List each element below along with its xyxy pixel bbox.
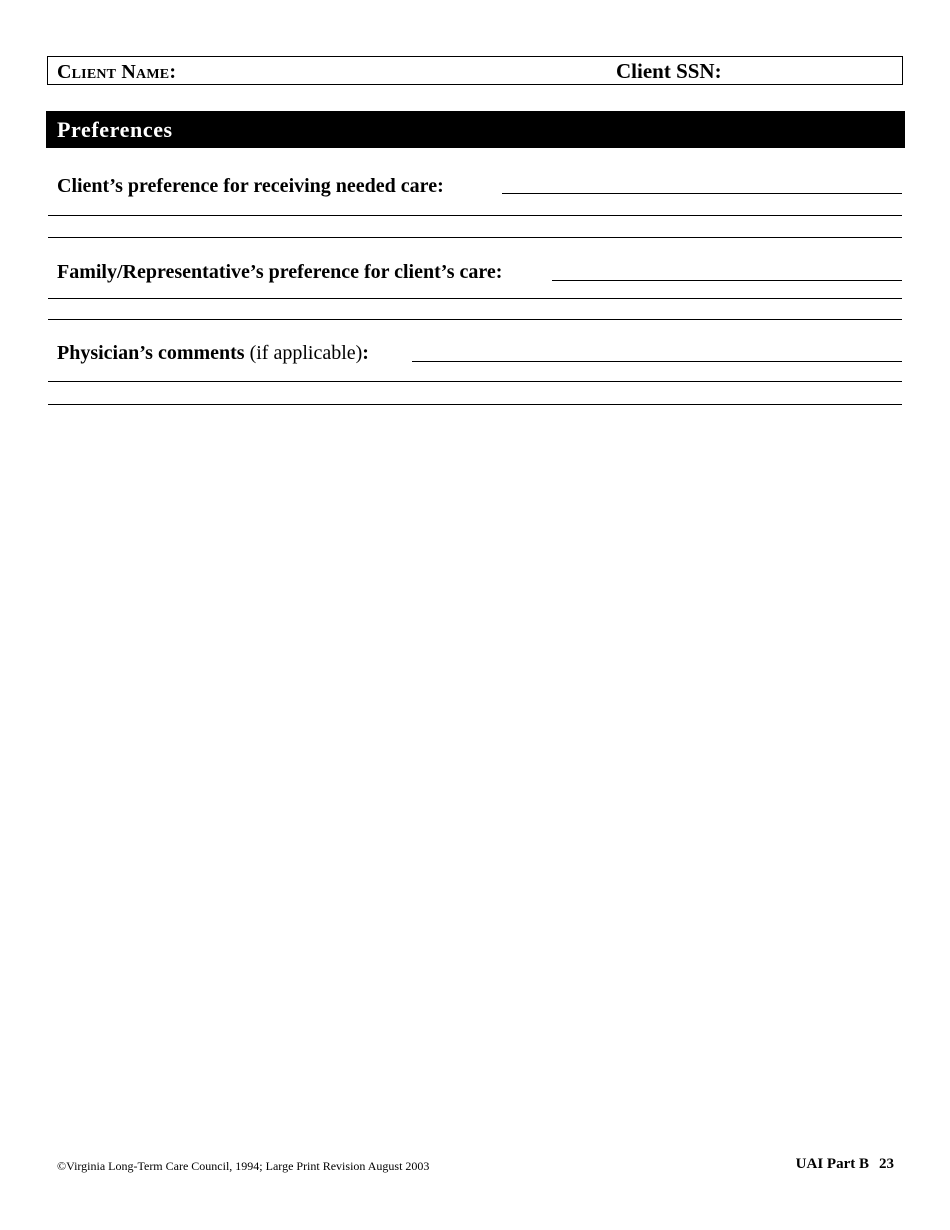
family-preference-label: Family/Representative’s preference for client’s care:: [57, 261, 503, 283]
family-preference-line-2[interactable]: [48, 298, 902, 299]
physician-comments-line-1[interactable]: [412, 361, 902, 362]
footer-copyright: ©Virginia Long-Term Care Council, 1994; Large Print Revision August 2003: [57, 1159, 430, 1173]
client-ssn-label: Client SSN:: [616, 59, 722, 83]
client-preference-line-2[interactable]: [48, 215, 902, 216]
physician-comments-line-2[interactable]: [48, 381, 902, 382]
client-header-box: [47, 56, 903, 85]
family-preference-line-1[interactable]: [552, 280, 902, 281]
client-preference-line-3[interactable]: [48, 237, 902, 238]
footer-page-info: [796, 1156, 894, 1173]
client-preference-line-1[interactable]: [502, 193, 902, 194]
footer-page-number: 23: [879, 1156, 894, 1172]
client-preference-label: Client’s preference for receiving needed care:: [57, 175, 444, 197]
footer-form-name: UAI Part B: [795, 1156, 869, 1172]
physician-comments-line-3[interactable]: [48, 404, 902, 405]
family-preference-line-3[interactable]: [48, 319, 902, 320]
section-header-bar: [46, 111, 905, 148]
physician-comments-label: Physician’s comments (if applicable):: [57, 342, 369, 364]
section-title: Preferences: [57, 117, 173, 142]
client-name-label: Client Name:: [57, 61, 177, 83]
